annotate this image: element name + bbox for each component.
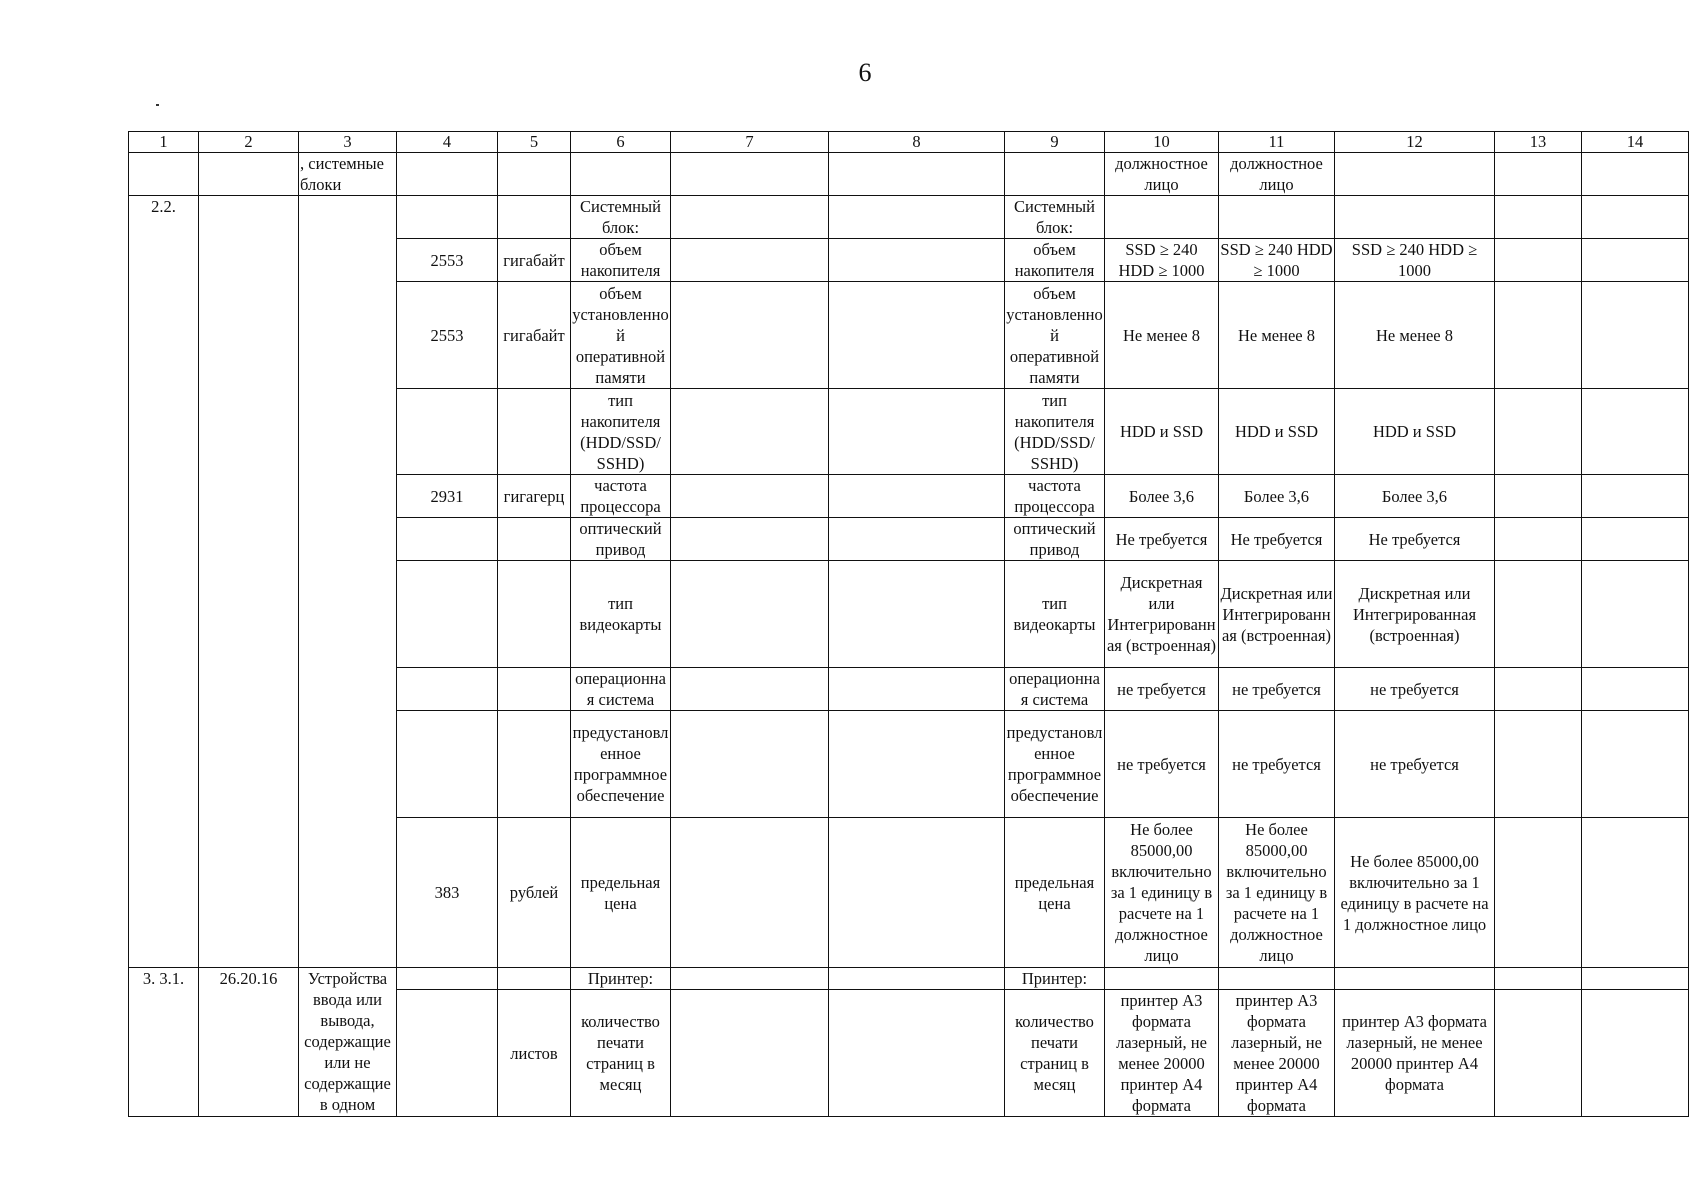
- table-cell: [397, 990, 498, 1117]
- okei-code: 2553: [397, 239, 498, 282]
- unit-name: рублей: [498, 818, 571, 968]
- characteristic-value: Более 3,6: [1335, 475, 1495, 518]
- table-cell: [498, 389, 571, 475]
- table-cell: [1105, 968, 1219, 990]
- characteristic-name: количество печати страниц в месяц: [571, 990, 671, 1117]
- characteristic-name: предустановленное программное обеспечение: [1005, 711, 1105, 818]
- okei-code: 2553: [397, 282, 498, 389]
- table-cell: [498, 153, 571, 196]
- characteristic-value: принтер А3 формата лазерный, не менее 20000 принтер А4 формата: [1219, 990, 1335, 1117]
- characteristic-name: частота процессора: [1005, 475, 1105, 518]
- table-cell: [671, 668, 829, 711]
- table-cell: [829, 561, 1005, 668]
- table-cell: [199, 196, 299, 968]
- column-number: 14: [1582, 132, 1689, 153]
- table-cell: [498, 196, 571, 239]
- row-number: 3. 3.1.: [129, 968, 199, 1117]
- okei-code: 2931: [397, 475, 498, 518]
- table-cell: [397, 389, 498, 475]
- table-cell: [671, 239, 829, 282]
- stray-mark: [156, 104, 159, 106]
- table-cell: [299, 196, 397, 968]
- table-cell: [397, 518, 498, 561]
- okpd-code: 26.20.16: [199, 968, 299, 1117]
- table-cell: [1582, 239, 1689, 282]
- table-cell: [1582, 818, 1689, 968]
- characteristic-name: объем установленной оперативной памяти: [572, 283, 669, 387]
- characteristic-value: Дискретная или Интегрированная (встроенная): [1219, 561, 1335, 668]
- table-cell: [829, 239, 1005, 282]
- characteristic-value: Не требуется: [1105, 518, 1219, 561]
- characteristic-value: Не менее 8: [1335, 282, 1495, 389]
- table-cell: [498, 561, 571, 668]
- table-cell: [829, 518, 1005, 561]
- table-cell: [397, 968, 498, 990]
- table-cell: [671, 818, 829, 968]
- table-cell: [1495, 389, 1582, 475]
- table-cell: [1495, 475, 1582, 518]
- category-name: Устройства ввода или вывода, содержащие или не содержащие в одном: [299, 968, 397, 1117]
- column-number: 4: [397, 132, 498, 153]
- okei-code: 383: [397, 818, 498, 968]
- characteristic-name: объем накопителя: [1005, 239, 1105, 282]
- column-number: 5: [498, 132, 571, 153]
- table-cell: [671, 518, 829, 561]
- unit-name: гигабайт: [498, 282, 571, 389]
- table-cell: [829, 389, 1005, 475]
- table-cell: [498, 968, 571, 990]
- characteristic-name: Системный блок:: [1005, 196, 1105, 239]
- characteristic-name: тип накопителя (HDD/SSD/ SSHD): [571, 389, 671, 475]
- table-cell: [671, 968, 829, 990]
- table-row: [129, 968, 1689, 990]
- characteristic-value: Не более 85000,00 включительно за 1 единицу в расчете на 1 должностное лицо: [1335, 818, 1495, 968]
- characteristic-name: тип видеокарты: [571, 561, 671, 668]
- table-cell: [1219, 968, 1335, 990]
- table-cell: [1582, 968, 1689, 990]
- characteristic-name: Системный блок:: [571, 196, 671, 239]
- characteristic-value: не требуется: [1105, 668, 1219, 711]
- table-cell: [1495, 668, 1582, 711]
- characteristic-value: HDD и SSD: [1219, 389, 1335, 475]
- table-cell: [671, 153, 829, 196]
- characteristic-value: принтер А3 формата лазерный, не менее 20000 принтер А4 формата: [1335, 990, 1495, 1117]
- table-cell: [1495, 818, 1582, 968]
- table-cell: [829, 153, 1005, 196]
- table-cell: [397, 668, 498, 711]
- characteristic-value: Более 3,6: [1219, 475, 1335, 518]
- characteristic-value: Не требуется: [1335, 518, 1495, 561]
- table-cell: [1582, 475, 1689, 518]
- column-number: 8: [829, 132, 1005, 153]
- table-cell: [1219, 196, 1335, 239]
- characteristic-value: Не менее 8: [1219, 282, 1335, 389]
- characteristic-name: Принтер:: [1005, 968, 1105, 990]
- table-cell: [1582, 282, 1689, 389]
- characteristic-value: Не менее 8: [1105, 282, 1219, 389]
- table-cell: [397, 561, 498, 668]
- table-cell: [1582, 153, 1689, 196]
- table-cell: [1335, 968, 1495, 990]
- column-number: 13: [1495, 132, 1582, 153]
- table-cell: [1335, 153, 1495, 196]
- characteristic-value: Более 3,6: [1105, 475, 1219, 518]
- table-cell: [129, 153, 199, 196]
- column-number: 12: [1335, 132, 1495, 153]
- characteristic-value: не требуется: [1335, 711, 1495, 818]
- column-number: 11: [1219, 132, 1335, 153]
- table-cell: [1582, 389, 1689, 475]
- table-cell: [1495, 282, 1582, 389]
- table-cell: [671, 475, 829, 518]
- table-cell: [829, 282, 1005, 389]
- table-cell: [1582, 990, 1689, 1117]
- characteristic-value: Не требуется: [1219, 518, 1335, 561]
- table-cell: [1582, 668, 1689, 711]
- characteristic-value: SSD ≥ 240 HDD ≥ 1000: [1335, 239, 1495, 282]
- characteristic-name: операционная система: [1005, 668, 1105, 711]
- characteristic-name: предельная цена: [571, 818, 671, 968]
- characteristic-value: Не более 85000,00 включительно за 1 единицу в расчете на 1 должностное лицо: [1219, 818, 1335, 968]
- table-cell: должностное лицо: [1219, 153, 1335, 196]
- table-cell: [1495, 239, 1582, 282]
- table-cell: [829, 668, 1005, 711]
- characteristic-name: операционная система: [571, 668, 671, 711]
- table-cell: [1582, 711, 1689, 818]
- table-cell: [671, 990, 829, 1117]
- characteristic-name: объем накопителя: [571, 239, 671, 282]
- column-number: 7: [671, 132, 829, 153]
- characteristic-name: предустановленное программное обеспечение: [571, 711, 671, 818]
- characteristic-name: Принтер:: [571, 968, 671, 990]
- table-cell: [498, 518, 571, 561]
- table-cell: [498, 711, 571, 818]
- table-cell: [1582, 196, 1689, 239]
- table-cell: [397, 196, 498, 239]
- table-cell: [1582, 518, 1689, 561]
- column-number: 1: [129, 132, 199, 153]
- table-cell: должностное лицо: [1105, 153, 1219, 196]
- characteristic-value: HDD и SSD: [1335, 389, 1495, 475]
- table-cell: [829, 711, 1005, 818]
- characteristic-name: частота процессора: [571, 475, 671, 518]
- characteristic-name: тип видеокарты: [1005, 561, 1105, 668]
- table-cell: [397, 711, 498, 818]
- characteristic-name: оптический привод: [1005, 518, 1105, 561]
- page-number: 6: [858, 58, 872, 87]
- characteristic-value: Дискретная или Интегрированная (встроенная): [1335, 561, 1495, 668]
- unit-name: гигагерц: [498, 475, 571, 518]
- table-row: [129, 153, 1689, 196]
- characteristic-value: Дискретная или Интегрированная (встроенная): [1105, 561, 1219, 668]
- table-cell: [829, 818, 1005, 968]
- table-cell: [671, 389, 829, 475]
- table-cell: [829, 968, 1005, 990]
- characteristic-value: HDD и SSD: [1105, 389, 1219, 475]
- table-cell: [1495, 196, 1582, 239]
- characteristic-value: не требуется: [1335, 668, 1495, 711]
- table-row: [129, 196, 1689, 239]
- table-cell: [1105, 196, 1219, 239]
- unit-name: листов: [498, 990, 571, 1117]
- table-cell: [829, 196, 1005, 239]
- table-cell: [1495, 561, 1582, 668]
- characteristic-value: SSD ≥ 240 HDD ≥ 1000: [1105, 239, 1219, 282]
- characteristic-name: объем установленной оперативной памяти: [1006, 283, 1103, 387]
- characteristic-value: SSD ≥ 240 HDD ≥ 1000: [1220, 240, 1333, 280]
- column-number: 2: [199, 132, 299, 153]
- table-cell: [1005, 153, 1105, 196]
- characteristic-value: не требуется: [1219, 711, 1335, 818]
- table-cell: [671, 282, 829, 389]
- characteristic-value: не требуется: [1105, 711, 1219, 818]
- table-cell: [397, 153, 498, 196]
- table-cell: [671, 561, 829, 668]
- table-cell: [829, 475, 1005, 518]
- characteristic-name: оптический привод: [571, 518, 671, 561]
- table-cell: [829, 990, 1005, 1117]
- row-number: 2.2.: [129, 196, 199, 968]
- column-number-row: [129, 132, 1689, 153]
- table-cell: [1495, 711, 1582, 818]
- table-cell: [498, 668, 571, 711]
- characteristic-value: не требуется: [1219, 668, 1335, 711]
- column-number: 6: [571, 132, 671, 153]
- characteristic-name: тип накопителя (HDD/SSD/ SSHD): [1005, 389, 1105, 475]
- table-cell: [1582, 561, 1689, 668]
- table-cell: [1335, 196, 1495, 239]
- characteristic-name: предельная цена: [1005, 818, 1105, 968]
- column-number: 10: [1105, 132, 1219, 153]
- table-cell: [671, 196, 829, 239]
- table-cell: [1495, 968, 1582, 990]
- characteristic-value: Не более 85000,00 включительно за 1 единицу в расчете на 1 должностное лицо: [1105, 818, 1219, 968]
- column-number: 9: [1005, 132, 1105, 153]
- requirements-table: [128, 131, 1689, 1117]
- characteristic-name: количество печати страниц в месяц: [1005, 990, 1105, 1117]
- unit-name: гигабайт: [498, 239, 571, 282]
- table-cell: [1495, 518, 1582, 561]
- table-cell: [571, 153, 671, 196]
- table-cell: [199, 153, 299, 196]
- category-name: , системные блоки: [299, 153, 397, 196]
- table-cell: [1495, 153, 1582, 196]
- table-cell: [671, 711, 829, 818]
- table-cell: [1495, 990, 1582, 1117]
- characteristic-value: принтер А3 формата лазерный, не менее 20000 принтер А4 формата: [1105, 990, 1219, 1117]
- column-number: 3: [299, 132, 397, 153]
